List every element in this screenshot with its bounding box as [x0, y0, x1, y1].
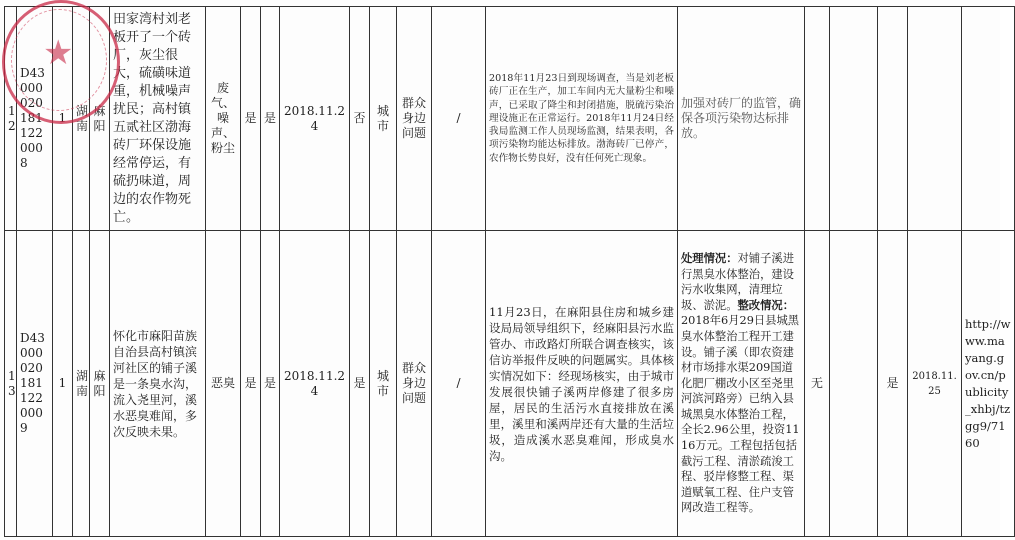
completion-date	[908, 7, 962, 231]
publication-url	[962, 7, 1015, 231]
slash-cell: /	[432, 7, 486, 231]
table-row	[5, 7, 1015, 231]
closed-cell: 是	[878, 231, 908, 537]
case-quantity: 1	[53, 231, 73, 537]
closed-cell	[878, 7, 908, 231]
issue-category: 群众身边问题	[397, 231, 432, 537]
flag-cell: 是	[241, 231, 261, 537]
star-icon: ★	[43, 33, 74, 73]
pollution-type: 废气、噪声、粉尘	[206, 7, 241, 231]
case-quantity: 1	[53, 7, 73, 231]
handling-body: 对铺子溪进行黑臭水体整治，建设污水收集网，清理垃圾、淤泥。	[681, 251, 794, 312]
rectification-body: 2018年6月29日县城黑臭水体整治工程开工建设。铺子溪（即农资建材市场排水渠209国道化肥厂棚改小区至尧里河滨河路旁）已纳入县城黑臭水体整治工程，全长2.96公里，投资1116万元。工程包括包括截污工程、清淤疏浚工程、驳岸修整工程、渠道赋氧工程、住户支管网改造工程等。	[681, 314, 800, 515]
verified-cell: 否	[350, 7, 370, 231]
flag-cell: 是	[261, 231, 280, 537]
accountability-cell: 无	[805, 231, 830, 537]
flag-cell: 是	[241, 7, 261, 231]
pollution-type: 恶臭	[206, 231, 241, 537]
case-code: D430000201811220008	[17, 7, 53, 231]
rectification-label: 整改情况：	[737, 297, 794, 312]
completion-date: 2018.11.25	[908, 231, 962, 537]
case-code: D430000201811220009	[17, 231, 53, 537]
issue-category: 群众身边问题	[397, 7, 432, 231]
petition-table	[4, 6, 1015, 537]
table-row	[5, 231, 1015, 537]
handling-measures	[678, 231, 805, 537]
county-cell: 麻阳	[90, 7, 110, 231]
petition-content: 田家湾村刘老板开了一个砖厂，灰尘很大，硫磺味道重，机械噪声扰民；高村镇五贰社区渤海砖厂环保设施经常停运，有硫扔味道，周边的农作物死亡。	[110, 7, 206, 231]
empty-cell	[830, 7, 878, 231]
county-cell: 麻阳	[90, 231, 110, 537]
publication-url: http://www.mayang.gov.cn/publicity_xhbj/tzgg9/7160	[962, 231, 1015, 537]
accountability-cell	[805, 7, 830, 231]
flag-cell: 是	[261, 7, 280, 231]
handling-measures: 加强对砖厂的监管，确保各项污染物达标排放。	[678, 7, 805, 231]
empty-cell	[830, 231, 878, 537]
assign-date: 2018.11.24	[280, 231, 350, 537]
area-type: 城市	[370, 7, 397, 231]
row-number: 13	[5, 231, 17, 537]
province-cell: 湖南	[73, 7, 90, 231]
slash-cell: /	[432, 231, 486, 537]
province-cell: 湖南	[73, 231, 90, 537]
investigation-findings: 2018年11月23日到现场调查，当是刘老板砖厂正在生产，加工车间内无大量粉尘和噪声，已采取了降尘和封闭措施，脱硫污染治理设施正在正常运行。2018年11月24日经我局监测工作人员现场监测，结果表明，各项污染物均能达标排放。渤海砖厂已停产，农作物长势良好，没有任何死亡现象。	[486, 7, 678, 231]
verified-cell: 是	[350, 231, 370, 537]
row-number: 12	[5, 7, 17, 231]
assign-date: 2018.11.24	[280, 7, 350, 231]
investigation-findings: 11月23日，在麻阳县住房和城乡建设局局领导组织下，经麻阳县污水监管办、市政路灯所联合调查核实，该信访举报件反映的问题属实。具体核实情况如下：经现场核实，由于城市发展很快铺子溪两岸修建了很多房屋，居民的生活污水直接排放在溪里，溪里和溪两岸还有大量的生活垃圾，造成溪水恶臭难闻，形成臭水沟。	[486, 231, 678, 537]
petition-content: 怀化市麻阳苗族自治县高村镇滨河社区的铺子溪是一条臭水沟，流入尧里河，溪水恶臭难闻，多次反映未果。	[110, 231, 206, 537]
handling-label: 处理情况：	[681, 250, 738, 265]
area-type: 城市	[370, 231, 397, 537]
